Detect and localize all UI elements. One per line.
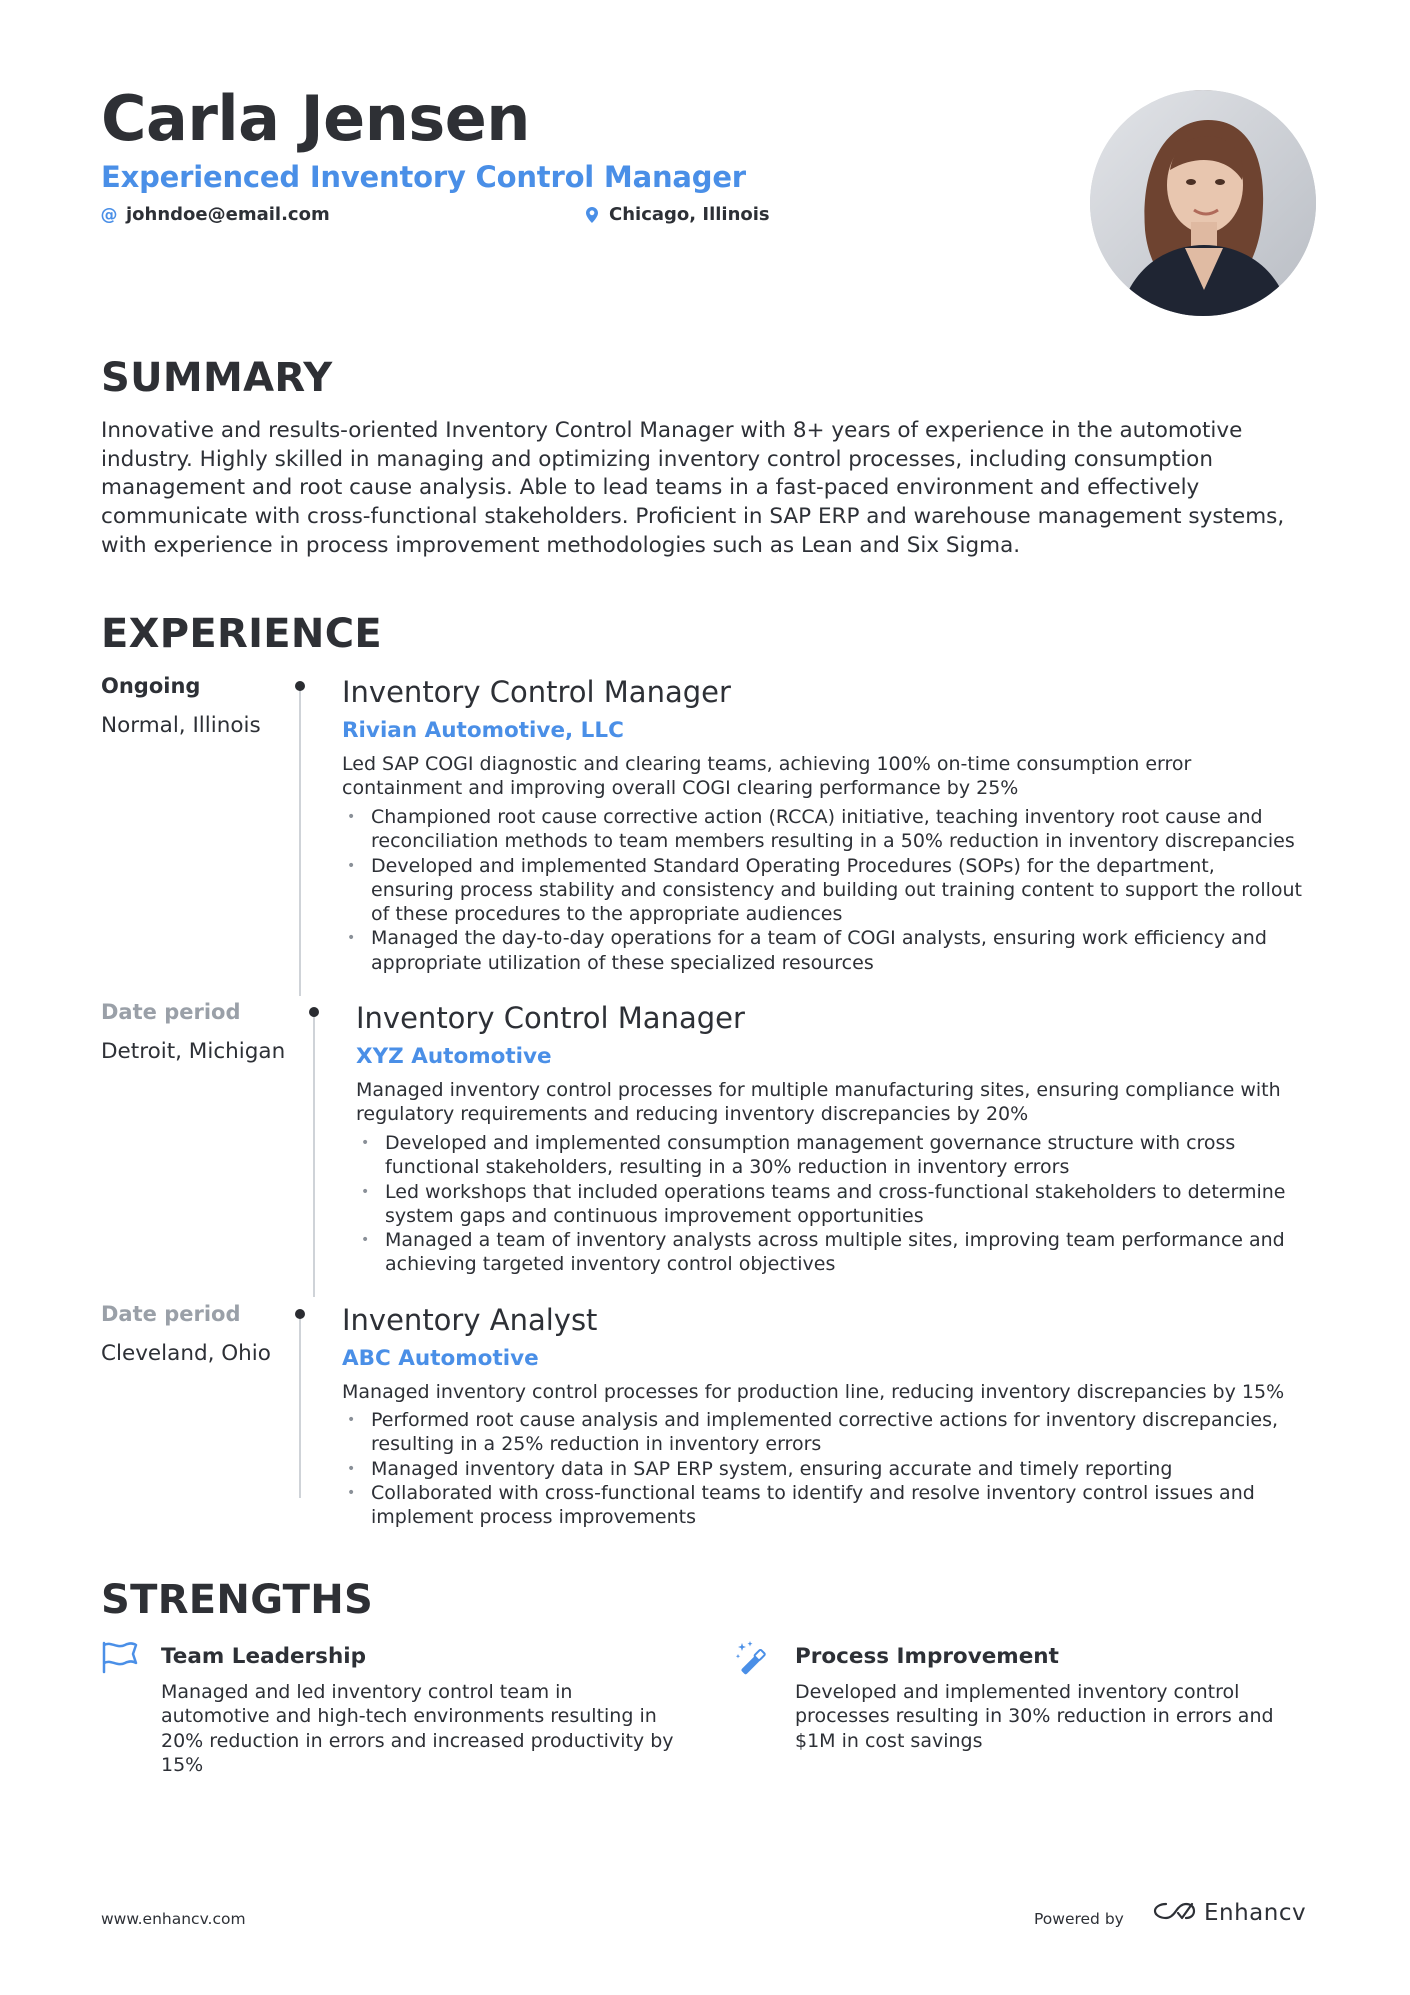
timeline-line xyxy=(299,686,301,996)
bullet-item: • Managed a team of inventory analysts across multiple sites, improving team performance and achieving targeted inventory control objectives xyxy=(356,1228,1316,1277)
experience-date: Ongoing xyxy=(101,674,201,698)
candidate-name: Carla Jensen xyxy=(101,82,530,155)
experience-title: EXPERIENCE xyxy=(101,611,382,657)
timeline-dot xyxy=(295,681,305,691)
experience-date: Date period xyxy=(101,1302,241,1326)
experience-location: Normal, Illinois xyxy=(101,713,261,738)
email-text: johndoe@email.com xyxy=(126,204,330,225)
experience-description: Managed inventory control processes for multiple manufacturing sites, ensuring compliance with regulatory requirements and reducing inventory discrepancies by 20% xyxy=(356,1079,1281,1126)
experience-bullets xyxy=(356,1131,1316,1277)
footer-url[interactable]: www.enhancv.com xyxy=(101,1910,246,1928)
at-icon: @ xyxy=(100,204,118,225)
summary-title: SUMMARY xyxy=(101,355,333,401)
experience-location: Detroit, Michigan xyxy=(101,1039,286,1064)
strengths-title: STRENGTHS xyxy=(101,1577,374,1623)
experience-role: Inventory Control Manager xyxy=(356,1001,745,1035)
strength-title: Process Improvement xyxy=(795,1644,1059,1669)
candidate-headline: Experienced Inventory Control Manager xyxy=(101,160,746,194)
timeline-dot xyxy=(309,1007,319,1017)
timeline-line xyxy=(313,1012,315,1297)
map-pin-icon xyxy=(584,207,600,223)
summary-text: Innovative and results-oriented Inventory Control Manager with 8+ years of experience in the automotive industry. Highly skilled in managing and optimizing inventory control processes, including consumption management and root cause analysis. Able to lead teams in a fast-paced environment and effectively communicate with cross-functional stakeholders. Proficient in SAP ERP and warehouse management systems, with experience in process improvement methodologies such as Lean and Six Sigma. xyxy=(101,418,1285,558)
bullet-item: • Performed root cause analysis and implemented corrective actions for inventory discrepancies, resulting in a 25% reduction in inventory errors xyxy=(342,1408,1302,1457)
experience-company[interactable]: XYZ Automotive xyxy=(356,1044,552,1069)
experience-description: Led SAP COGI diagnostic and clearing teams, achieving 100% on-time consumption error containment and improving overall COGI clearing performance by 25% xyxy=(342,753,1192,800)
experience-bullets xyxy=(342,1408,1302,1529)
experience-date: Date period xyxy=(101,1000,241,1024)
bullet-item: • Developed and implemented Standard Operating Procedures (SOPs) for the department, ensuring process stability and consistency and building out training content to support the rollout of these procedures to the appropriate audiences xyxy=(342,854,1302,927)
footer-brand[interactable] xyxy=(1152,1900,1306,1926)
timeline-dot xyxy=(295,1309,305,1319)
strength-description: Managed and led inventory control team in automotive and high-tech environments resulting in 20% reduction in errors and increased productivity by 15% xyxy=(161,1681,674,1776)
enhancv-logo-icon xyxy=(1152,1900,1196,1926)
experience-location: Cleveland, Ohio xyxy=(101,1341,271,1366)
bullet-item: • Managed inventory data in SAP ERP system, ensuring accurate and timely reporting xyxy=(342,1457,1302,1481)
experience-description: Managed inventory control processes for production line, reducing inventory discrepancies by 15% xyxy=(342,1381,1285,1403)
strength-description: Developed and implemented inventory control processes resulting in 30% reduction in errors and $1M in cost savings xyxy=(795,1681,1274,1752)
bullet-item: • Collaborated with cross-functional teams to identify and resolve inventory control issues and implement process improvements xyxy=(342,1481,1302,1530)
experience-role: Inventory Analyst xyxy=(342,1303,598,1337)
experience-bullets xyxy=(342,805,1302,975)
flag-icon xyxy=(101,1640,139,1678)
footer-brand-name: Enhancv xyxy=(1204,1900,1307,1926)
location-text: Chicago, Illinois xyxy=(609,204,770,225)
experience-company[interactable]: ABC Automotive xyxy=(342,1346,539,1371)
experience-role: Inventory Control Manager xyxy=(342,675,731,709)
footer-powered-by: Powered by xyxy=(1034,1910,1124,1928)
contact-location xyxy=(584,204,770,225)
bullet-item: • Managed the day-to-day operations for a team of COGI analysts, ensuring work efficiency and appropriate utilization of these specialized resources xyxy=(342,926,1302,975)
magic-wand-icon xyxy=(735,1640,773,1678)
bullet-item: • Led workshops that included operations teams and cross-functional stakeholders to determine system gaps and continuous improvement opportunities xyxy=(356,1180,1316,1229)
strength-title: Team Leadership xyxy=(161,1644,367,1669)
contact-email[interactable] xyxy=(101,204,330,225)
profile-photo xyxy=(1090,90,1316,316)
bullet-item: • Championed root cause corrective action (RCCA) initiative, teaching inventory root cause and reconciliation methods to team members resulting in a 50% reduction in inventory discrepancies xyxy=(342,805,1302,854)
bullet-item: • Developed and implemented consumption management governance structure with cross functional stakeholders, resulting in a 30% reduction in inventory errors xyxy=(356,1131,1316,1180)
experience-company[interactable]: Rivian Automotive, LLC xyxy=(342,718,624,743)
timeline-line xyxy=(299,1314,301,1498)
